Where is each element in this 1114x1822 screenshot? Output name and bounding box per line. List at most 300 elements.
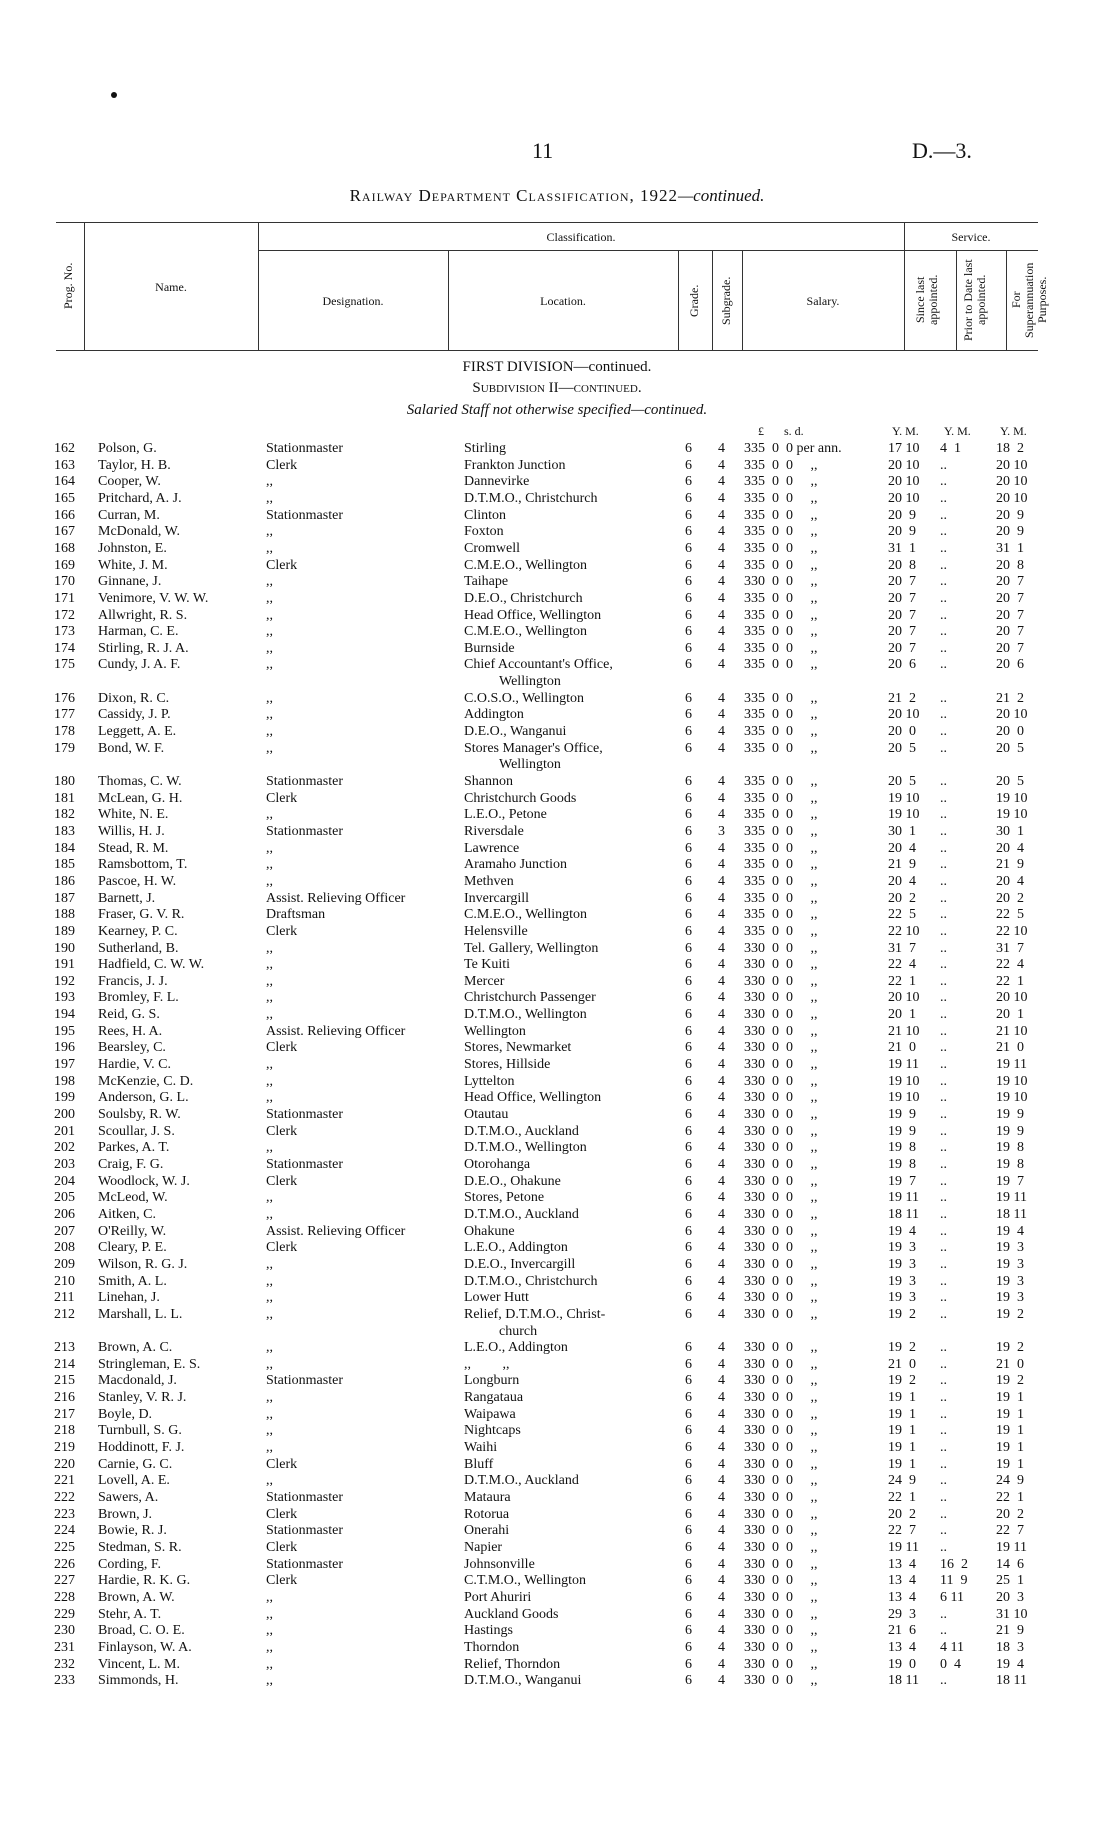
since-last-unit: Y. M. [892, 424, 919, 438]
prog-no-cell: 203 [54, 1156, 75, 1172]
superannuation-cell: 21 0 [996, 1040, 1024, 1056]
salary-cell: 330 0 0 ,, [744, 1639, 818, 1655]
designation-cell: ,, [266, 474, 273, 490]
name-cell: Brown, J. [98, 1506, 153, 1522]
salary-cell: 330 0 0 ,, [744, 1040, 818, 1056]
prior-cell: .. [940, 823, 947, 839]
since-last-cell: 19 1 [888, 1423, 916, 1439]
prior-cell: .. [940, 1123, 947, 1139]
name-cell: McDonald, W. [98, 524, 181, 540]
superannuation-cell: 21 0 [996, 1356, 1024, 1372]
designation-cell: Assist. Relieving Officer [266, 1223, 406, 1239]
superannuation-cell: 24 9 [996, 1473, 1024, 1489]
grade-cell: 6 [685, 1057, 692, 1072]
name-cell: Vincent, L. M. [98, 1656, 180, 1672]
salary-cell: 335 0 0 ,, [744, 923, 818, 939]
prog-no-cell: 201 [54, 1123, 75, 1139]
location-cell: Waihi [464, 1440, 498, 1455]
grade-cell: 6 [685, 574, 692, 590]
prog-no-cell: 228 [54, 1589, 75, 1605]
location-cell: Aramaho Junction [464, 857, 568, 873]
grade-cell: 6 [685, 607, 692, 623]
location-cell: D.T.M.O., Christchurch [464, 1273, 598, 1289]
location-cell: Christchurch Passenger [464, 990, 596, 1006]
service-header: Service. [951, 230, 991, 244]
table-row [0, 1340, 1114, 1356]
grade-cell: 6 [685, 774, 692, 789]
salary-cell: 335 0 0 per ann. [744, 441, 842, 456]
subgrade-cell: 4 [718, 441, 725, 456]
since-last-cell: 30 1 [888, 823, 916, 839]
salary-cell: 330 0 0 ,, [744, 1073, 818, 1089]
subgrade-cell: 4 [718, 790, 725, 806]
since-last-cell: 19 9 [888, 1123, 916, 1139]
subgrade-cell: 4 [718, 1573, 725, 1589]
designation-cell: ,, [266, 574, 273, 590]
designation-cell: ,, [266, 1656, 273, 1672]
prior-cell: .. [940, 1406, 947, 1422]
superannuation-cell: 31 10 [996, 1606, 1028, 1622]
since-last-cell: 20 10 [888, 707, 920, 723]
since-last-cell: 13 4 [888, 1589, 916, 1605]
superannuation-cell: 19 3 [996, 1273, 1024, 1289]
table-row [0, 1040, 1114, 1056]
page-title [0, 186, 1114, 206]
superannuation-cell: 25 1 [996, 1573, 1024, 1589]
subgrade-cell: 4 [718, 1073, 725, 1089]
name-cell: Woodlock, W. J. [98, 1173, 190, 1189]
prog-no-cell: 208 [54, 1240, 75, 1256]
table-row [0, 891, 1114, 907]
salary-cell: 330 0 0 ,, [744, 1556, 818, 1572]
prior-cell: .. [940, 1140, 947, 1156]
salary-cell: 330 0 0 ,, [744, 1456, 818, 1472]
prior-to-date-header: Prior to Date last appointed. [961, 259, 988, 341]
table-row [0, 990, 1114, 1006]
prior-cell: .. [940, 1090, 947, 1106]
name-cell: Stead, R. M. [98, 840, 169, 856]
name-cell: Stanley, V. R. J. [98, 1390, 187, 1406]
prog-no-cell: 194 [54, 1007, 75, 1023]
table-row [0, 657, 1114, 673]
table-row [0, 458, 1114, 474]
since-last-cell: 31 7 [888, 940, 916, 956]
name-cell: Pritchard, A. J. [98, 490, 182, 506]
grade-cell: 6 [685, 740, 692, 756]
location-cell: Foxton [464, 524, 504, 540]
name-cell: Linehan, J. [98, 1290, 160, 1306]
name-cell: Kearney, P. C. [98, 923, 178, 939]
prior-cell: .. [940, 474, 947, 490]
prior-cell: .. [940, 1240, 947, 1256]
prog-no-cell: 187 [54, 890, 75, 906]
salary-cell: 330 0 0 ,, [744, 1440, 818, 1455]
superannuation-cell: 20 5 [996, 774, 1024, 789]
grade-cell: 6 [685, 690, 692, 706]
table-row [0, 591, 1114, 607]
shilling-pence-unit: s. d. [784, 424, 804, 438]
prior-cell: .. [940, 1606, 947, 1622]
location-cell: Otautau [464, 1107, 509, 1122]
designation-cell: Stationmaster [266, 774, 343, 789]
table-row [0, 907, 1114, 923]
since-last-cell: 22 1 [888, 1490, 916, 1505]
location-cell: ,, ,, [464, 1356, 510, 1372]
table-row [0, 1440, 1114, 1456]
prior-cell: .. [940, 607, 947, 623]
salary-cell: 330 0 0 ,, [744, 1473, 818, 1489]
prog-no-cell: 226 [54, 1556, 75, 1572]
subgrade-cell: 4 [718, 524, 725, 540]
since-last-cell: 20 2 [888, 1506, 916, 1522]
designation-cell: Clerk [266, 557, 298, 573]
table-row [0, 1207, 1114, 1223]
designation-cell: Clerk [266, 1573, 298, 1589]
grade-cell: 6 [685, 1290, 692, 1306]
prior-cell: .. [940, 890, 947, 906]
superannuation-cell: 20 10 [996, 990, 1028, 1006]
grade-cell: 6 [685, 1639, 692, 1655]
subgrade-cell: 4 [718, 1140, 725, 1156]
location-cell: Wellington [464, 1023, 526, 1039]
salary-cell: 330 0 0 ,, [744, 1423, 818, 1439]
superannuation-cell: 19 1 [996, 1406, 1024, 1422]
table-row [0, 857, 1114, 873]
prior-cell: .. [940, 1073, 947, 1089]
name-cell: Allwright, R. S. [98, 607, 188, 623]
prog-no-cell: 190 [54, 940, 75, 956]
superannuation-cell: 22 5 [996, 907, 1024, 923]
since-last-cell: 20 10 [888, 490, 920, 506]
superannuation-cell: 19 7 [996, 1173, 1024, 1189]
prog-no-cell: 169 [54, 557, 75, 573]
superannuation-cell: 20 5 [996, 740, 1024, 756]
designation-cell: ,, [266, 1256, 273, 1272]
prog-no-cell: 215 [54, 1373, 75, 1389]
grade-cell: 6 [685, 790, 692, 806]
name-cell: Cording, F. [98, 1556, 162, 1572]
prior-cell: .. [940, 640, 947, 656]
table-row [0, 1640, 1114, 1656]
location-continuation: church [499, 1323, 538, 1339]
prog-no-cell: 207 [54, 1223, 75, 1239]
prog-no-cell: 225 [54, 1539, 75, 1555]
grade-cell: 6 [685, 707, 692, 723]
table-row [0, 791, 1114, 807]
location-cell: Rotorua [464, 1506, 510, 1522]
prog-no-cell: 229 [54, 1606, 75, 1622]
since-last-cell: 19 2 [888, 1373, 916, 1389]
since-last-cell: 19 3 [888, 1273, 916, 1289]
prior-cell: .. [940, 490, 947, 506]
prog-no-cell: 188 [54, 907, 75, 923]
grade-cell: 6 [685, 957, 692, 973]
subgrade-cell: 4 [718, 1423, 725, 1439]
prog-no-cell: 179 [54, 740, 75, 756]
name-cell: Francis, J. J. [98, 973, 168, 989]
salary-cell: 330 0 0 ,, [744, 1090, 818, 1106]
since-last-cell: 22 7 [888, 1523, 916, 1539]
name-cell: Stedman, S. R. [98, 1539, 182, 1555]
superannuation-cell: 22 10 [996, 923, 1028, 939]
subgrade-cell: 4 [718, 1223, 725, 1239]
salary-cell: 335 0 0 ,, [744, 507, 818, 523]
name-cell: Carnie, G. C. [98, 1456, 173, 1472]
subgrade-cell: 4 [718, 474, 725, 490]
superannuation-cell: 20 1 [996, 1007, 1024, 1023]
superannuation-cell: 19 2 [996, 1373, 1024, 1389]
table-row [0, 1490, 1114, 1506]
superannuation-cell: 20 3 [996, 1589, 1024, 1605]
prog-no-cell: 205 [54, 1190, 75, 1206]
since-last-cell: 19 9 [888, 1107, 916, 1122]
location-cell: Frankton Junction [464, 457, 566, 473]
subgrade-cell: 4 [718, 1123, 725, 1139]
salary-cell: 330 0 0 ,, [744, 1373, 818, 1389]
designation-cell: ,, [266, 973, 273, 989]
prior-cell: .. [940, 957, 947, 973]
prog-no-cell: 211 [54, 1290, 75, 1306]
location-continuation: Wellington [499, 757, 561, 773]
grade-header: Grade. [687, 284, 701, 318]
location-cell: Tel. Gallery, Wellington [464, 940, 599, 956]
table-row [0, 1523, 1114, 1539]
prior-cell: .. [940, 1440, 947, 1455]
grade-cell: 6 [685, 1656, 692, 1672]
superannuation-cell: 19 3 [996, 1290, 1024, 1306]
designation-cell: ,, [266, 1589, 273, 1605]
since-last-cell: 19 8 [888, 1156, 916, 1172]
since-last-cell: 20 10 [888, 457, 920, 473]
prior-cell: .. [940, 1223, 947, 1239]
name-cell: Ramsbottom, T. [98, 857, 188, 873]
table-row [0, 941, 1114, 957]
designation-cell: Clerk [266, 1173, 298, 1189]
prior-cell: .. [940, 1473, 947, 1489]
subgrade-cell: 4 [718, 774, 725, 789]
classification-header: Classification. [546, 230, 616, 244]
designation-cell: ,, [266, 1406, 273, 1422]
grade-cell: 6 [685, 1073, 692, 1089]
subgrade-cell: 4 [718, 1306, 725, 1322]
designation-cell: ,, [266, 540, 273, 556]
superannuation-cell: 18 11 [996, 1206, 1027, 1222]
superannuation-cell: 20 10 [996, 474, 1028, 490]
grade-cell: 6 [685, 1140, 692, 1156]
prior-cell: .. [940, 1390, 947, 1406]
name-cell: McLeod, W. [98, 1190, 168, 1206]
location-cell: D.T.M.O., Auckland [464, 1206, 579, 1222]
location-cell: Lower Hutt [464, 1290, 529, 1306]
grade-cell: 6 [685, 1256, 692, 1272]
superannuation-cell: 19 2 [996, 1340, 1024, 1356]
since-last-cell: 19 1 [888, 1440, 916, 1455]
prior-cell: .. [940, 1623, 947, 1639]
since-last-cell: 19 10 [888, 1090, 920, 1106]
subgrade-cell: 4 [718, 1606, 725, 1622]
superannuation-cell: 19 11 [996, 1539, 1027, 1555]
grade-cell: 6 [685, 1156, 692, 1172]
superannuation-cell: 21 9 [996, 1623, 1024, 1639]
subgrade-cell: 4 [718, 1490, 725, 1505]
prog-no-cell: 174 [54, 640, 75, 656]
grade-cell: 6 [685, 1523, 692, 1539]
prog-no-cell: 232 [54, 1656, 75, 1672]
superannuation-cell: 19 2 [996, 1306, 1024, 1322]
location-cell: Lawrence [464, 840, 520, 856]
prior-cell: .. [940, 1306, 947, 1322]
name-cell: Scoullar, J. S. [98, 1123, 175, 1139]
table-row [0, 1124, 1114, 1140]
since-last-cell: 20 5 [888, 774, 916, 789]
salary-cell: 330 0 0 ,, [744, 1156, 818, 1172]
salary-cell: 330 0 0 ,, [744, 973, 818, 989]
subgrade-cell: 4 [718, 1456, 725, 1472]
salary-cell: 330 0 0 ,, [744, 957, 818, 973]
designation-cell: Assist. Relieving Officer [266, 890, 406, 906]
salary-cell: 335 0 0 ,, [744, 840, 818, 856]
designation-cell: ,, [266, 1623, 273, 1639]
designation-cell: Clerk [266, 1506, 298, 1522]
superannuation-cell: 19 10 [996, 1090, 1028, 1106]
name-cell: Marshall, L. L. [98, 1306, 183, 1322]
table-row [0, 441, 1114, 457]
since-last-cell: 19 1 [888, 1406, 916, 1422]
prior-cell: .. [940, 1456, 947, 1472]
salary-cell: 335 0 0 ,, [744, 490, 818, 506]
superannuation-cell: 20 7 [996, 624, 1024, 640]
table-row [0, 1540, 1114, 1556]
since-last-cell: 19 3 [888, 1240, 916, 1256]
designation-cell: ,, [266, 1206, 273, 1222]
subgrade-cell: 4 [718, 807, 725, 823]
salary-cell: 330 0 0 ,, [744, 1107, 818, 1122]
designation-cell: Clerk [266, 1456, 298, 1472]
col-divider [712, 250, 713, 350]
table-row [0, 1157, 1114, 1173]
table-row [0, 1307, 1114, 1323]
table-row [0, 541, 1114, 557]
grade-cell: 6 [685, 1423, 692, 1439]
since-last-cell: 19 1 [888, 1390, 916, 1406]
subgrade-cell: 4 [718, 557, 725, 573]
designation-cell: ,, [266, 857, 273, 873]
subgrade-cell: 4 [718, 1473, 725, 1489]
name-cell: Aitken, C. [98, 1206, 156, 1222]
grade-cell: 6 [685, 557, 692, 573]
designation-cell: ,, [266, 1340, 273, 1356]
name-cell: Soulsby, R. W. [98, 1107, 181, 1122]
prog-no-cell: 221 [54, 1473, 75, 1489]
salary-cell: 335 0 0 ,, [744, 890, 818, 906]
location-cell: Dannevirke [464, 474, 530, 490]
salary-cell: 330 0 0 ,, [744, 1623, 818, 1639]
subgrade-cell: 4 [718, 1273, 725, 1289]
name-cell: Dixon, R. C. [98, 690, 170, 706]
name-cell: Curran, M. [98, 507, 160, 523]
name-cell: Cooper, W. [98, 474, 161, 490]
superannuation-cell: 18 11 [996, 1673, 1027, 1689]
since-last-header: Since last appointed. [913, 274, 940, 326]
since-last-cell: 20 4 [888, 873, 916, 889]
location-cell: Head Office, Wellington [464, 607, 602, 623]
name-cell: Sutherland, B. [98, 940, 179, 956]
salary-cell: 335 0 0 ,, [744, 907, 818, 923]
subgrade-cell: 4 [718, 1107, 725, 1122]
designation-cell: ,, [266, 1423, 273, 1439]
name-cell: Macdonald, J. [98, 1373, 177, 1389]
grade-cell: 6 [685, 1673, 692, 1689]
subgrade-cell: 4 [718, 707, 725, 723]
location-cell: D.T.M.O., Christchurch [464, 490, 598, 506]
salary-cell: 335 0 0 ,, [744, 873, 818, 889]
name-cell: White, J. M. [98, 557, 168, 573]
grade-cell: 6 [685, 1306, 692, 1322]
prog-no-cell: 178 [54, 724, 75, 739]
location-cell: Auckland Goods [464, 1606, 559, 1622]
location-cell: Relief, Thorndon [464, 1656, 561, 1672]
prior-cell: .. [940, 1673, 947, 1689]
location-cell: Ohakune [464, 1223, 515, 1239]
grade-cell: 6 [685, 1206, 692, 1222]
prior-unit: Y. M. [944, 424, 971, 438]
designation-cell: ,, [266, 1140, 273, 1156]
header-top-rule [56, 222, 1038, 223]
subgrade-cell: 4 [718, 1090, 725, 1106]
location-cell: D.T.M.O., Wanganui [464, 1673, 582, 1689]
location-cell: C.M.E.O., Wellington [464, 624, 588, 640]
since-last-cell: 20 7 [888, 607, 916, 623]
table-row [0, 1024, 1114, 1040]
salary-cell: 330 0 0 ,, [744, 1356, 818, 1372]
prog-no-cell: 182 [54, 807, 75, 823]
name-cell: Anderson, G. L. [98, 1090, 189, 1106]
name-cell: McKenzie, C. D. [98, 1073, 194, 1089]
name-cell: Stringleman, E. S. [98, 1356, 201, 1372]
prog-no-cell: 216 [54, 1390, 75, 1406]
prog-no-cell: 172 [54, 607, 75, 623]
since-last-cell: 20 0 [888, 724, 916, 739]
name-cell: Fraser, G. V. R. [98, 907, 185, 923]
subgrade-cell: 4 [718, 1673, 725, 1689]
subgrade-cell: 4 [718, 507, 725, 523]
location-cell: Te Kuiti [464, 957, 511, 973]
grade-cell: 6 [685, 1273, 692, 1289]
prog-no-cell: 180 [54, 774, 75, 789]
subgrade-cell: 4 [718, 873, 725, 889]
name-cell: Turnbull, S. G. [98, 1423, 182, 1439]
since-last-cell: 22 5 [888, 907, 916, 923]
prior-cell: .. [940, 1490, 947, 1505]
prog-no-cell: 173 [54, 624, 75, 640]
prior-cell: .. [940, 590, 947, 606]
superannuation-header: For Superannuation Purposes. [1009, 262, 1049, 338]
since-last-cell: 18 11 [888, 1206, 919, 1222]
designation-cell: ,, [266, 1306, 273, 1322]
designation-cell: Clerk [266, 1123, 298, 1139]
prior-cell: .. [940, 1506, 947, 1522]
since-last-cell: 18 11 [888, 1673, 919, 1689]
name-cell: Cundy, J. A. F. [98, 657, 181, 673]
designation-cell: ,, [266, 990, 273, 1006]
grade-cell: 6 [685, 1123, 692, 1139]
salary-cell: 335 0 0 ,, [744, 624, 818, 640]
superannuation-cell: 20 10 [996, 490, 1028, 506]
name-cell: Smith, A. L. [98, 1273, 167, 1289]
salary-cell: 330 0 0 ,, [744, 1256, 818, 1272]
subgrade-cell: 4 [718, 1623, 725, 1639]
location-cell: Invercargill [464, 890, 530, 906]
